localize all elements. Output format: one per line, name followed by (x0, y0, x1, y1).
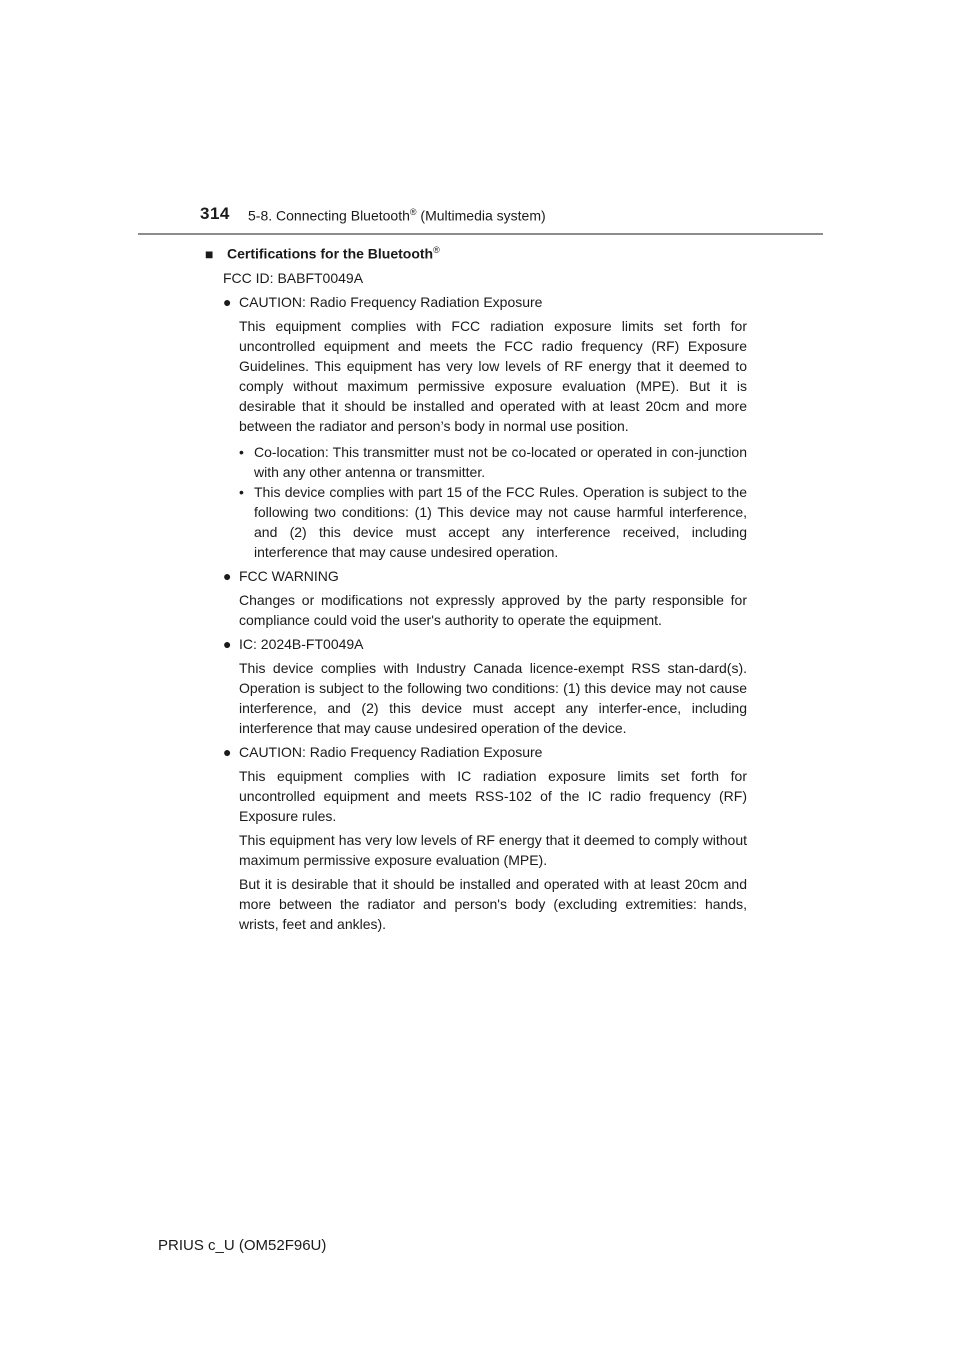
item-label: IC: 2024B-FT0049A (239, 635, 364, 652)
list-item-ic-caution (223, 742, 747, 762)
page-content (205, 240, 747, 934)
bullet-icon: • (239, 483, 244, 500)
sub-list (239, 442, 747, 562)
item-paragraph: This equipment complies with FCC radiation exposure limits set forth for uncontrolled equipment and meets the FCC radio frequency (RF) Exposure Guidelines. This equipment has very low levels of RF energy that it deemed to comply without maximum permissive exposure evaluation (MPE). But it is desirable that it should be installed and operated with at least 20cm and more between the radiator and person’s body in normal use position. (239, 317, 747, 434)
list-item-fcc-warning (223, 566, 747, 586)
sub-list-text: Co-location: This transmitter must not be co-located or operated in con-junction with any other antenna or transmitter. (254, 443, 747, 480)
page-number: 314 (200, 204, 230, 223)
item-label: FCC WARNING (239, 567, 339, 584)
section-title-suffix: (Multimedia system) (416, 207, 546, 224)
header-divider (138, 233, 823, 235)
item-paragraph: Changes or modifications not expressly approved by the party responsible for compliance could void the user's authority to operate the equipment. (239, 591, 747, 628)
list-item-fcc-caution (223, 292, 747, 312)
item-paragraph: This equipment has very low levels of RF energy that it deemed to comply without maximum permissive exposure evaluation (MPE). (239, 831, 747, 868)
item-label: CAUTION: Radio Frequency Radiation Exposure (239, 743, 543, 760)
certifications-heading (205, 240, 747, 264)
certifications-heading-text: Certifications for the Bluetooth (227, 245, 434, 262)
sub-list-item (239, 482, 747, 562)
square-bullet-icon: ■ (205, 245, 214, 262)
bullet-icon: • (239, 443, 244, 460)
item-paragraph: This device complies with Industry Canada licence-exempt RSS stan-dard(s). Operation is subject to the following two conditions: (1) this device may not cause interference, and (2) this device must accept any interfer-ence, including interference that may cause undesired operation of the device. (239, 659, 747, 736)
circle-bullet-icon: ● (223, 743, 232, 760)
item-paragraph: This equipment complies with IC radiation exposure limits set forth for uncontrolled equipment and meets RSS-102 of the IC radio frequency (RF) Exposure rules. (239, 767, 747, 824)
circle-bullet-icon: ● (223, 293, 232, 310)
section-title-text: 5-8. Connecting Bluetooth (248, 207, 410, 224)
sub-list-item (239, 442, 747, 482)
registered-mark: ® (433, 245, 440, 255)
list-item-ic-id (223, 634, 747, 654)
item-label: CAUTION: Radio Frequency Radiation Exposure (239, 293, 543, 310)
page-footer-model: PRIUS c_U (OM52F96U) (158, 1237, 327, 1254)
fcc-id: FCC ID: BABFT0049A (223, 269, 364, 286)
sub-list-text: This device complies with part 15 of the FCC Rules. Operation is subject to the following two conditions: (1) This device may not cause harmful interference, and (2) this device must accept any interference received, including interference that may cause undesired operation. (254, 483, 747, 560)
page-header (200, 201, 820, 233)
registered-mark: ® (409, 207, 417, 217)
circle-bullet-icon: ● (223, 567, 232, 584)
item-paragraph: But it is desirable that it should be installed and operated with at least 20cm and more between the radiator and person's body (excluding extremities: hands, wrists, feet and ankles). (239, 875, 747, 932)
circle-bullet-icon: ● (223, 635, 232, 652)
section-title (248, 207, 546, 224)
